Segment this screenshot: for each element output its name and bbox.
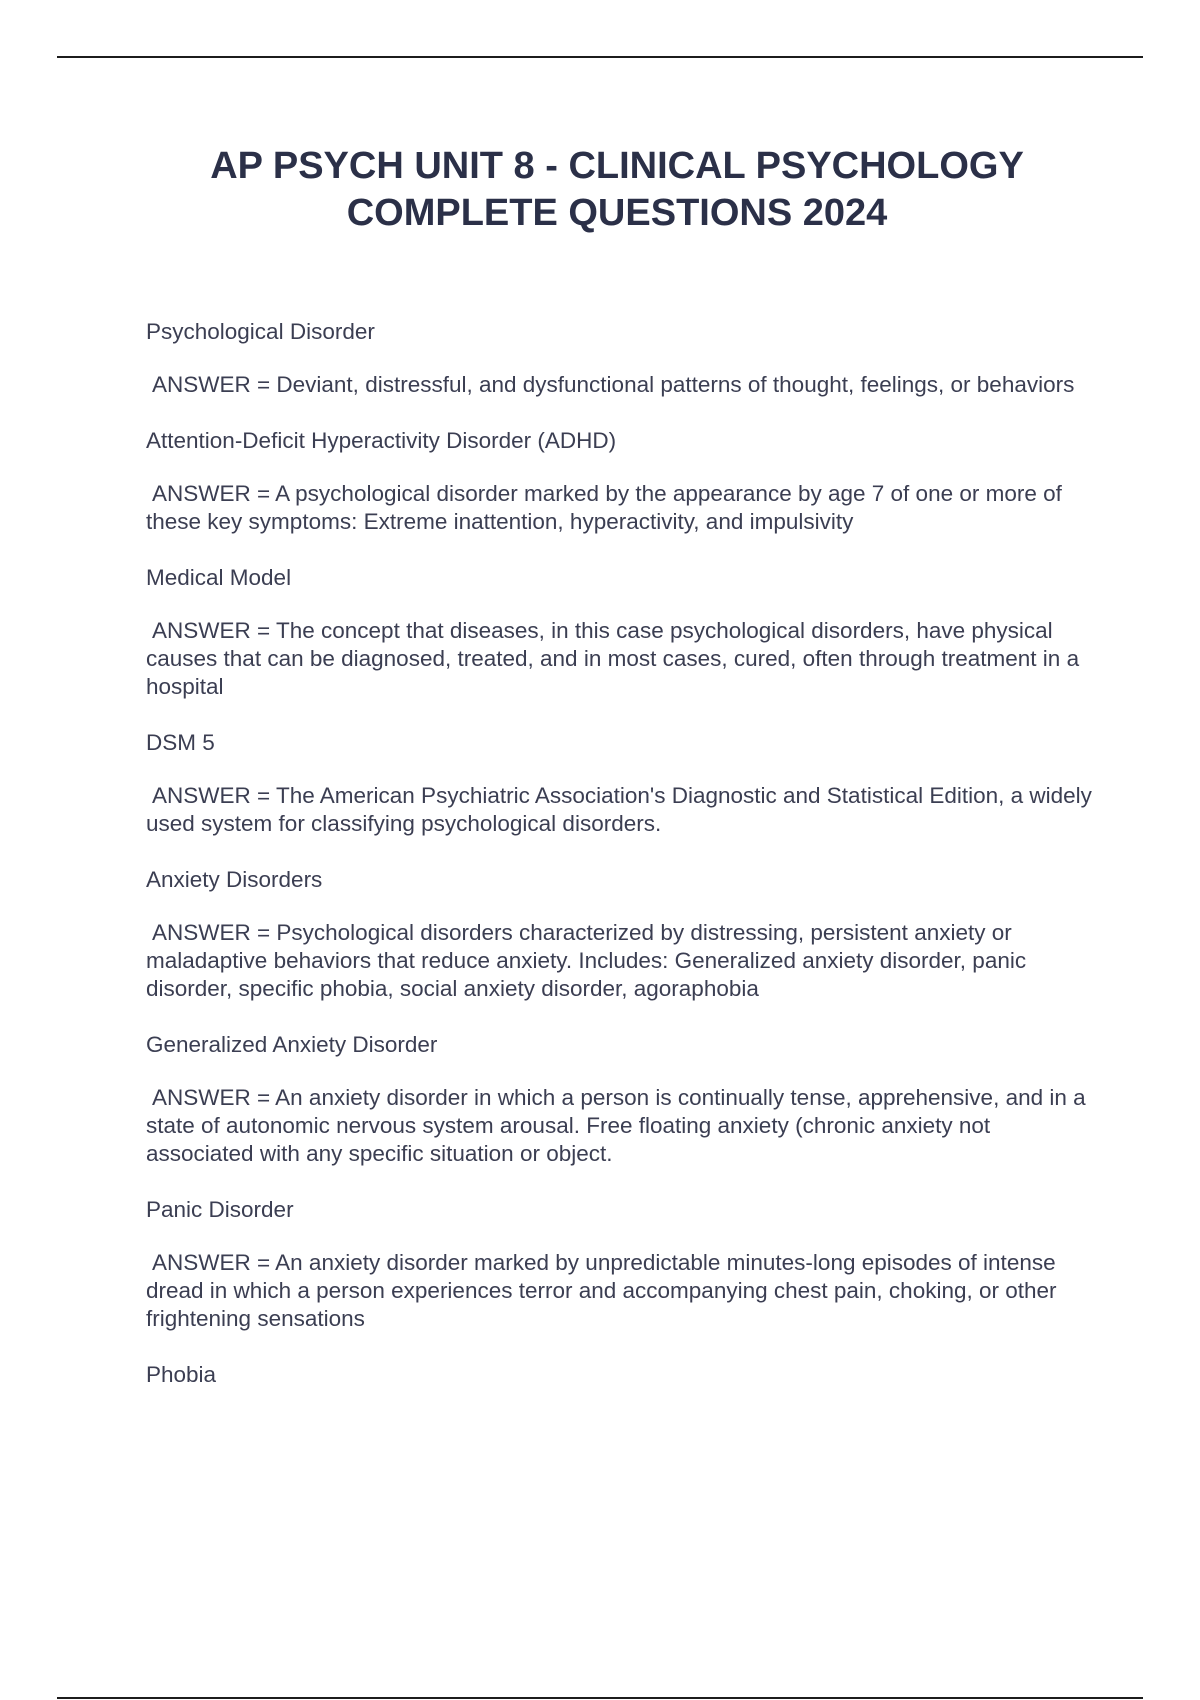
answer-text: ANSWER = A psychological disorder marked by the appearance by age 7 of one or more of these key symptoms: Extreme inattention, hyperactivity, and impulsivity: [146, 481, 1062, 534]
bottom-divider: [57, 1697, 1143, 1699]
answer-text: ANSWER = An anxiety disorder in which a person is continually tense, apprehensive, and in a state of autonomic nervous system arousal. Free floating anxiety (chronic anxiety not associated with any specific situation or object.: [146, 1085, 1086, 1166]
term-generalized-anxiety-disorder: Generalized Anxiety Disorder: [146, 1032, 438, 1057]
answer-text: ANSWER = Psychological disorders characterized by distressing, persistent anxiety or maladaptive behaviors that reduce anxiety. Includes: Generalized anxiety disorder, panic disorder, specific phobia, social anxiety disorder, agoraphobia: [146, 920, 1027, 1001]
term-panic-disorder: Panic Disorder: [146, 1197, 294, 1222]
term-medical-model: Medical Model: [146, 565, 292, 590]
term-dsm-5: DSM 5: [146, 730, 215, 755]
title-line-2: COMPLETE QUESTIONS 2024: [346, 192, 888, 234]
answer-text: ANSWER = An anxiety disorder marked by unpredictable minutes-long episodes of intense dread in which a person experiences terror and accompanying chest pain, choking, or other frightening sensations: [146, 1250, 1057, 1331]
top-divider: [57, 56, 1143, 58]
answer-generalized-anxiety-disorder: [146, 1084, 1096, 1168]
answer-text: ANSWER = Deviant, distressful, and dysfunctional patterns of thought, feelings, or behaviors: [152, 372, 1075, 397]
answer-medical-model: [146, 617, 1096, 701]
answer-psychological-disorder: [146, 371, 1096, 399]
answer-anxiety-disorders: [146, 919, 1096, 1003]
title-line-1: AP PSYCH UNIT 8 - CLINICAL PSYCHOLOGY: [210, 145, 1024, 187]
answer-text: ANSWER = The American Psychiatric Association's Diagnostic and Statistical Edition, a widely used system for classifying psychological disorders.: [146, 783, 1092, 836]
answer-text: ANSWER = The concept that diseases, in this case psychological disorders, have physical causes that can be diagnosed, treated, and in most cases, cured, often through treatment in a hospital: [146, 618, 1080, 699]
term-phobia: Phobia: [146, 1362, 217, 1387]
term-adhd: Attention-Deficit Hyperactivity Disorder (ADHD): [146, 428, 617, 453]
answer-dsm-5: [146, 782, 1096, 838]
qa-list: [146, 318, 1096, 1389]
term-anxiety-disorders: Anxiety Disorders: [146, 867, 323, 892]
document-title: [0, 143, 1200, 237]
answer-adhd: [146, 480, 1096, 536]
answer-panic-disorder: [146, 1249, 1096, 1333]
term-psychological-disorder: Psychological Disorder: [146, 319, 375, 344]
